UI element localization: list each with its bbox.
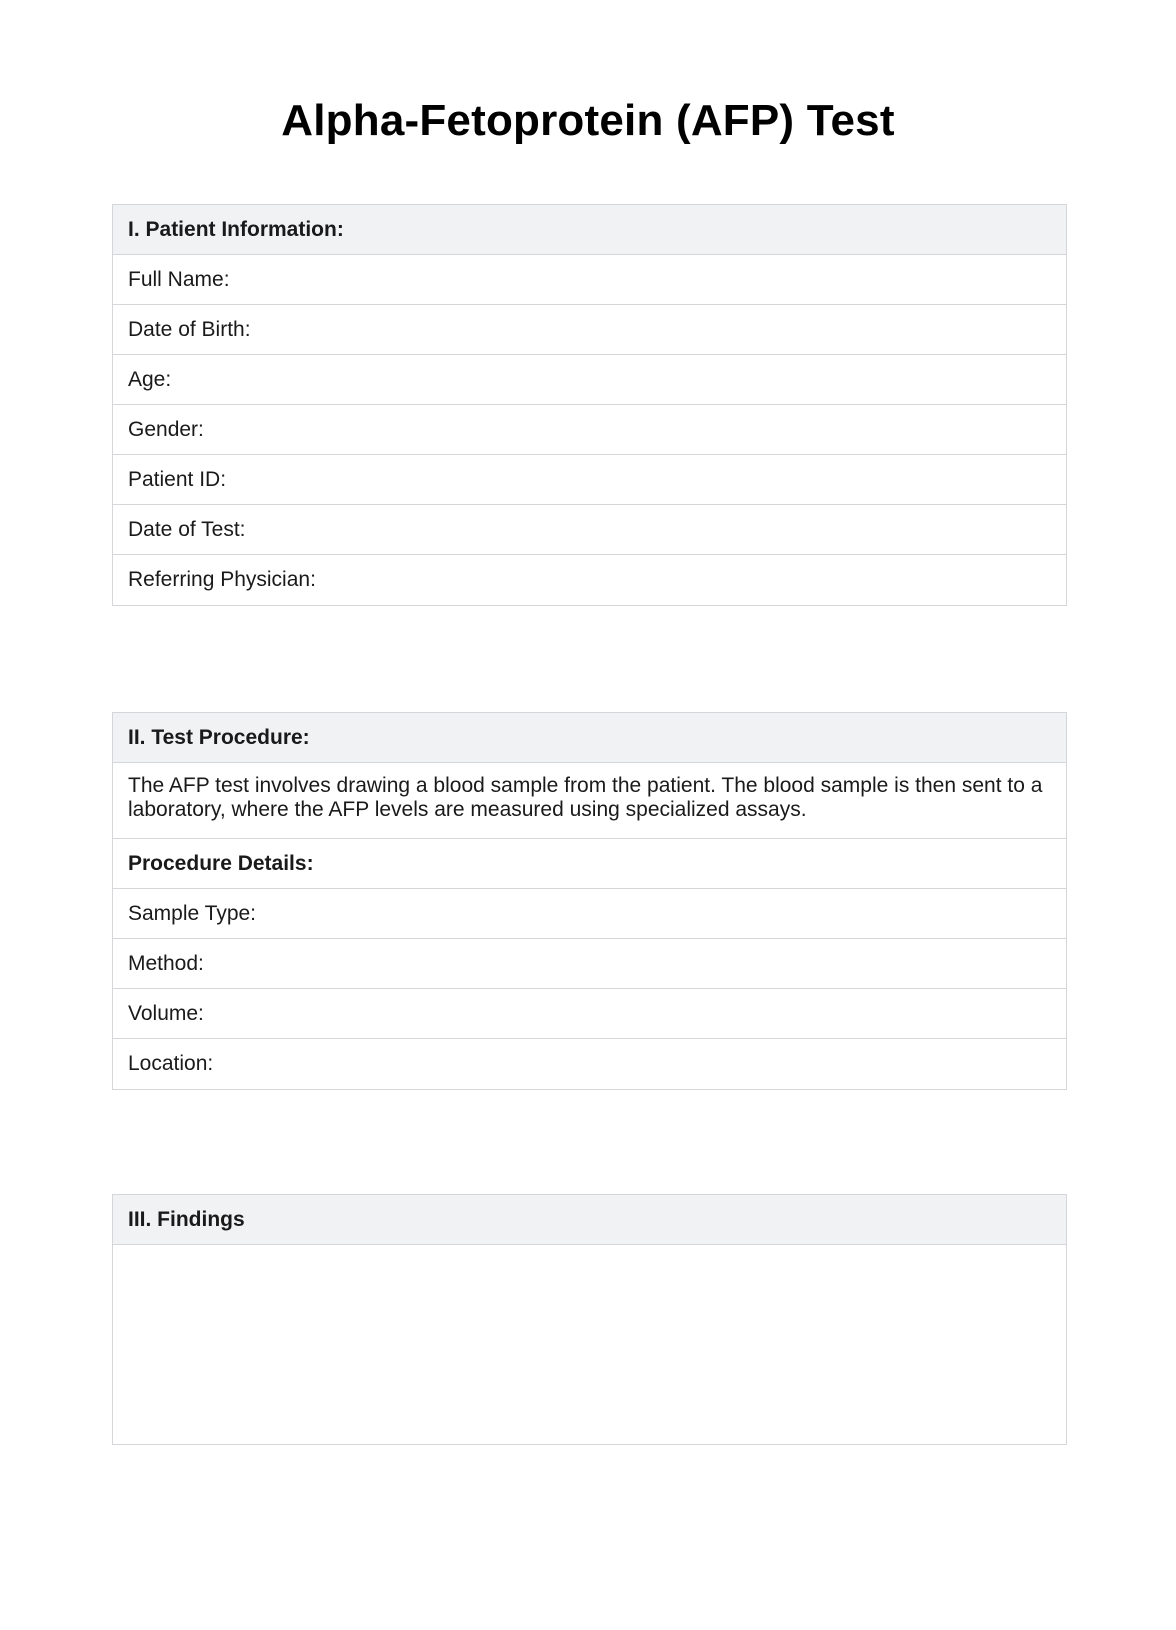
- test-procedure-section: [112, 712, 1067, 1090]
- patient-id-field[interactable]: Patient ID:: [113, 455, 1066, 505]
- page-title: Alpha-Fetoprotein (AFP) Test: [281, 96, 895, 145]
- procedure-details-heading: Procedure Details:: [113, 839, 1066, 889]
- date-of-test-field[interactable]: Date of Test:: [113, 505, 1066, 555]
- findings-text-area[interactable]: [113, 1245, 1066, 1445]
- location-field[interactable]: Location:: [128, 1052, 214, 1075]
- test-procedure-heading: II. Test Procedure:: [113, 713, 1066, 763]
- findings-heading: III. Findings: [113, 1195, 1066, 1245]
- patient-information-heading: I. Patient Information:: [113, 205, 1066, 255]
- age-field[interactable]: Age:: [113, 355, 1066, 405]
- volume-field[interactable]: Volume:: [113, 989, 1066, 1039]
- method-field[interactable]: Method:: [113, 939, 1066, 989]
- full-name-field[interactable]: Full Name:: [113, 255, 1066, 305]
- referring-physician-field[interactable]: Referring Physician:: [128, 568, 316, 591]
- patient-information-section: [112, 204, 1067, 606]
- test-procedure-description: The AFP test involves drawing a blood sample from the patient. The blood sample is then sent to a laboratory, where the AFP levels are measured using specialized assays.: [113, 763, 1066, 839]
- date-of-birth-field[interactable]: Date of Birth:: [113, 305, 1066, 355]
- sample-type-field[interactable]: Sample Type:: [113, 889, 1066, 939]
- findings-section: [112, 1194, 1067, 1445]
- gender-field[interactable]: Gender:: [113, 405, 1066, 455]
